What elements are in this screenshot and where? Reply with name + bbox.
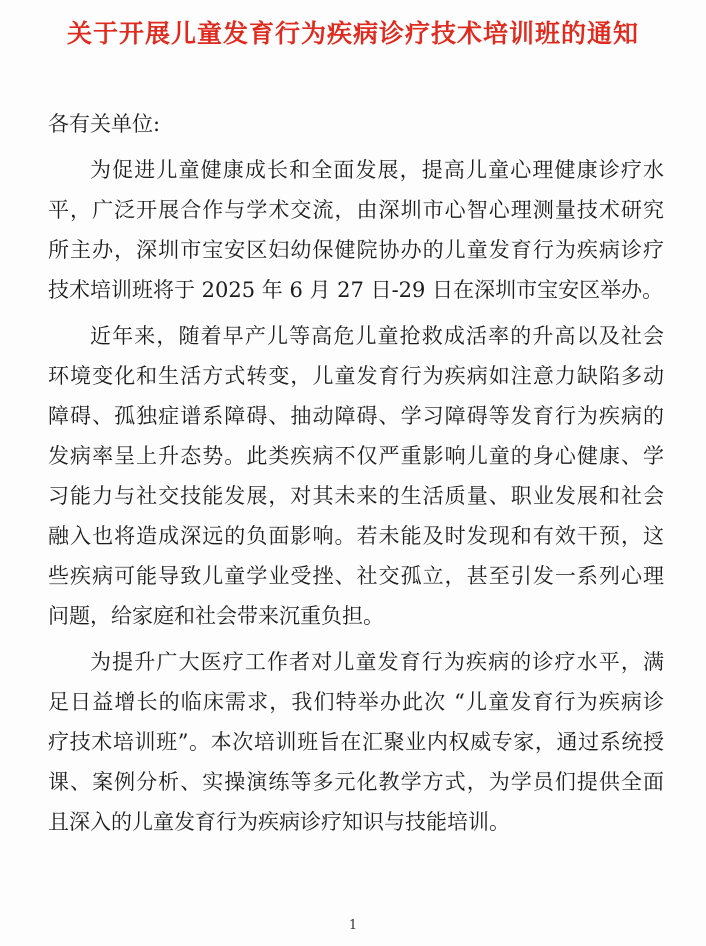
paragraph-intro <box>48 150 664 310</box>
paragraph-line: 课、案例分析、实操演练等多元化教学方式，为学员们提供全面 <box>48 770 664 794</box>
paragraph-line: 所主办，深圳市宝安区妇幼保健院协办的儿童发育行为疾病诊疗 <box>48 238 664 262</box>
paragraph-line: 问题，给家庭和社会带来沉重负担。 <box>48 604 384 628</box>
page-number: 1 <box>348 918 358 933</box>
paragraph-line: 且深入的儿童发育行为疾病诊疗知识与技能培训。 <box>48 810 510 834</box>
paragraph-line: 障碍、孤独症谱系障碍、抽动障碍、学习障碍等发育行为疾病的 <box>48 404 664 428</box>
paragraph-background <box>48 316 664 636</box>
paragraph-line: 为促进儿童健康成长和全面发展，提高儿童心理健康诊疗水 <box>90 158 664 182</box>
paragraph-line: 融入也将造成深远的负面影响。若未能及时发现和有效干预，这 <box>48 524 664 548</box>
paragraph-line: 发病率呈上升态势。此类疾病不仅严重影响儿童的身心健康、学 <box>48 444 664 468</box>
salutation: 各有关单位: <box>48 112 161 136</box>
document-body <box>48 104 664 842</box>
paragraph-purpose <box>48 642 664 842</box>
paragraph-line: 近年来，随着早产儿等高危儿童抢救成活率的升高以及社会 <box>90 324 664 348</box>
document-title: 关于开展儿童发育行为疾病诊疗技术培训班的通知 <box>66 19 639 48</box>
paragraph-line: 技术培训班将于 2025 年 6 月 27 日-29 日在深圳市宝安区举办。 <box>48 278 664 302</box>
paragraph-line: 为提升广大医疗工作者对儿童发育行为疾病的诊疗水平，满 <box>90 650 664 674</box>
paragraph-line: 疗技术培训班”。本次培训班旨在汇聚业内权威专家，通过系统授 <box>48 730 664 754</box>
paragraph-line: 足日益增长的临床需求，我们特举办此次 “儿童发育行为疾病诊 <box>48 690 664 714</box>
paragraph-line: 些疾病可能导致儿童学业受挫、社交孤立，甚至引发一系列心理 <box>48 564 664 588</box>
paragraph-line: 习能力与社交技能发展，对其未来的生活质量、职业发展和社会 <box>48 484 664 508</box>
paragraph-line: 平，广泛开展合作与学术交流，由深圳市心智心理测量技术研究 <box>48 198 664 222</box>
paragraph-line: 环境变化和生活方式转变，儿童发育行为疾病如注意力缺陷多动 <box>48 364 664 388</box>
